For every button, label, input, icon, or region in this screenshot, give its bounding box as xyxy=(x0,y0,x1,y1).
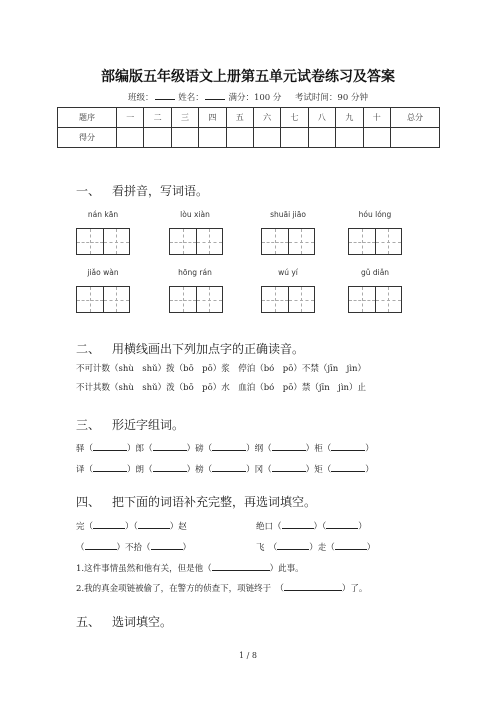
char: 矩 xyxy=(314,465,323,475)
answer-blank[interactable] xyxy=(277,540,309,550)
header-cell: 三 xyxy=(171,108,198,128)
answer-blank[interactable] xyxy=(335,540,367,550)
fill-question-2 xyxy=(76,581,367,594)
answer-blank[interactable] xyxy=(272,441,306,451)
answer-blank[interactable] xyxy=(153,441,187,451)
idiom-text: 完（ xyxy=(76,522,94,532)
char: 驿 xyxy=(76,444,85,454)
score-header-row xyxy=(58,108,440,128)
idiom-line-1b xyxy=(256,519,367,532)
header-cell: 十 xyxy=(363,108,390,128)
idiom-text: 飞 （ xyxy=(256,543,278,553)
header-cell: 四 xyxy=(199,108,226,128)
score-cell[interactable] xyxy=(253,128,280,148)
name-label: 姓名： xyxy=(178,93,204,103)
question-text: 1.这件事情虽然和他有关，但是他（ xyxy=(76,564,212,574)
char: 纲 xyxy=(254,444,264,454)
answer-blank[interactable] xyxy=(93,519,125,529)
pinyin-label: hōng rán xyxy=(178,268,212,277)
section-4-heading xyxy=(76,493,316,510)
pinyin-label: nán kān xyxy=(87,210,119,219)
section-number: 五、 xyxy=(76,615,101,629)
answer-blank[interactable] xyxy=(93,441,127,451)
section-number: 一、 xyxy=(76,184,101,198)
section-title: 形近字组词。 xyxy=(112,418,185,432)
answer-blank[interactable] xyxy=(153,462,187,472)
score-table xyxy=(57,107,440,148)
class-blank[interactable] xyxy=(155,91,175,100)
section-number: 二、 xyxy=(76,342,101,356)
idiom-text: （ xyxy=(76,543,85,553)
answer-blank[interactable] xyxy=(272,462,306,472)
idiom-text: ）走（ xyxy=(309,543,335,553)
score-cell[interactable] xyxy=(226,128,253,148)
similar-char-row-1: 驿（ ）郎（ ）磅（ ）纲（ ）柜（ ） xyxy=(76,441,374,454)
section-number: 四、 xyxy=(76,495,101,509)
char: 冈 xyxy=(254,465,264,475)
score-row-label: 得分 xyxy=(58,128,117,148)
idiom-text: ） xyxy=(182,543,192,553)
answer-blank[interactable] xyxy=(138,519,170,529)
section-title: 用横线画出下列加点字的正确读音。 xyxy=(112,342,305,356)
pinyin-label: lòu xiàn xyxy=(180,210,210,219)
header-cell: 题序 xyxy=(58,108,117,128)
section-title: 把下面的词语补充完整，再选词填空。 xyxy=(112,495,317,509)
score-cell[interactable] xyxy=(117,128,144,148)
answer-blank[interactable] xyxy=(331,441,365,451)
score-cell[interactable] xyxy=(144,128,171,148)
score-cell[interactable] xyxy=(308,128,335,148)
answer-blank[interactable] xyxy=(284,581,342,591)
idiom-line-1a xyxy=(76,519,187,532)
question-text: ）了。 xyxy=(341,584,368,594)
answer-blank[interactable] xyxy=(212,441,246,451)
header-cell: 一 xyxy=(117,108,144,128)
writing-grid[interactable] xyxy=(169,286,223,313)
idiom-text: ）（ xyxy=(313,522,327,532)
char: 译 xyxy=(76,465,85,475)
full-score: 满分：100 分 xyxy=(228,93,282,103)
pinyin-label: jiǎo wàn xyxy=(87,268,119,277)
score-cell[interactable] xyxy=(281,128,308,148)
answer-blank[interactable] xyxy=(85,540,117,550)
idiom-text: ）不拾（ xyxy=(116,543,151,553)
answer-blank[interactable] xyxy=(331,462,365,472)
score-cell[interactable] xyxy=(199,128,226,148)
header-cell: 八 xyxy=(308,108,335,128)
pinyin-label: gǔ diǎn xyxy=(360,268,390,277)
exam-time: 考试时间：90 分钟 xyxy=(294,93,368,103)
pronunciation-line-1: 不可计数（shù shǔ）拨（bō pō）浆 停泊（bó pō）不禁（jīn jìn） xyxy=(76,364,367,374)
char: 郎 xyxy=(135,444,145,454)
writing-grid[interactable] xyxy=(348,286,402,313)
fill-question-1 xyxy=(76,561,304,574)
answer-blank[interactable] xyxy=(151,540,183,550)
char: 朗 xyxy=(135,465,145,475)
section-title: 选词填空。 xyxy=(112,615,173,629)
name-blank[interactable] xyxy=(205,91,225,100)
question-text: 2.我的真金项链被偷了，在警方的侦查下，项链终于 （ xyxy=(76,584,284,594)
writing-grid[interactable] xyxy=(169,228,223,255)
idiom-text: 绝口（ xyxy=(256,522,282,532)
section-3-heading xyxy=(76,416,184,433)
answer-blank[interactable] xyxy=(93,462,127,472)
pinyin-label: shuāi jiāo xyxy=(270,210,306,219)
idiom-line-2a xyxy=(76,540,191,553)
section-number: 三、 xyxy=(76,418,101,432)
char: 磅 xyxy=(195,444,204,454)
exam-info xyxy=(0,91,496,103)
writing-grid[interactable] xyxy=(261,228,315,255)
pinyin-label: wú yí xyxy=(278,268,298,277)
score-row xyxy=(58,128,440,148)
section-1-heading xyxy=(76,182,208,199)
score-cell[interactable] xyxy=(363,128,390,148)
header-cell: 七 xyxy=(281,108,308,128)
header-cell: 五 xyxy=(226,108,253,128)
pronunciation-line-2: 不计其数（shù shǔ）泼（bō pō）水 血泊（bó pō）禁（jīn jìn）止 xyxy=(76,383,367,393)
page-number: 1 / 8 xyxy=(239,651,257,660)
score-cell[interactable] xyxy=(391,128,440,148)
idiom-line-2b xyxy=(256,540,375,553)
answer-blank[interactable] xyxy=(212,561,270,571)
answer-blank[interactable] xyxy=(212,462,246,472)
header-cell: 二 xyxy=(144,108,171,128)
score-cell[interactable] xyxy=(171,128,198,148)
idiom-text: ）（ xyxy=(125,522,138,532)
writing-grid[interactable] xyxy=(261,286,315,313)
writing-grid[interactable] xyxy=(348,228,402,255)
writing-grid[interactable] xyxy=(76,228,130,255)
idiom-text: ） xyxy=(366,543,376,553)
header-cell: 九 xyxy=(336,108,363,128)
section-5-heading xyxy=(76,613,172,630)
answer-blank[interactable] xyxy=(326,519,358,529)
header-cell: 总分 xyxy=(391,108,440,128)
section-2-heading xyxy=(76,340,304,357)
question-text: ）此事。 xyxy=(269,564,304,574)
char: 柜 xyxy=(314,444,323,454)
pinyin-label: hóu lóng xyxy=(358,210,392,219)
idiom-text: ） xyxy=(358,522,367,532)
idiom-text: ）赵 xyxy=(169,522,187,532)
similar-char-row-2: 译（ ）朗（ ）榜（ ）冈（ ）矩（ ） xyxy=(76,462,374,475)
writing-grid[interactable] xyxy=(76,286,130,313)
exam-title: 部编版五年级语文上册第五单元试卷练习及答案 xyxy=(101,69,395,85)
answer-blank[interactable] xyxy=(282,519,314,529)
score-cell[interactable] xyxy=(336,128,363,148)
header-cell: 六 xyxy=(253,108,280,128)
char: 榜 xyxy=(195,465,204,475)
class-label: 班级： xyxy=(128,93,154,103)
section-title: 看拼音，写词语。 xyxy=(112,184,209,198)
